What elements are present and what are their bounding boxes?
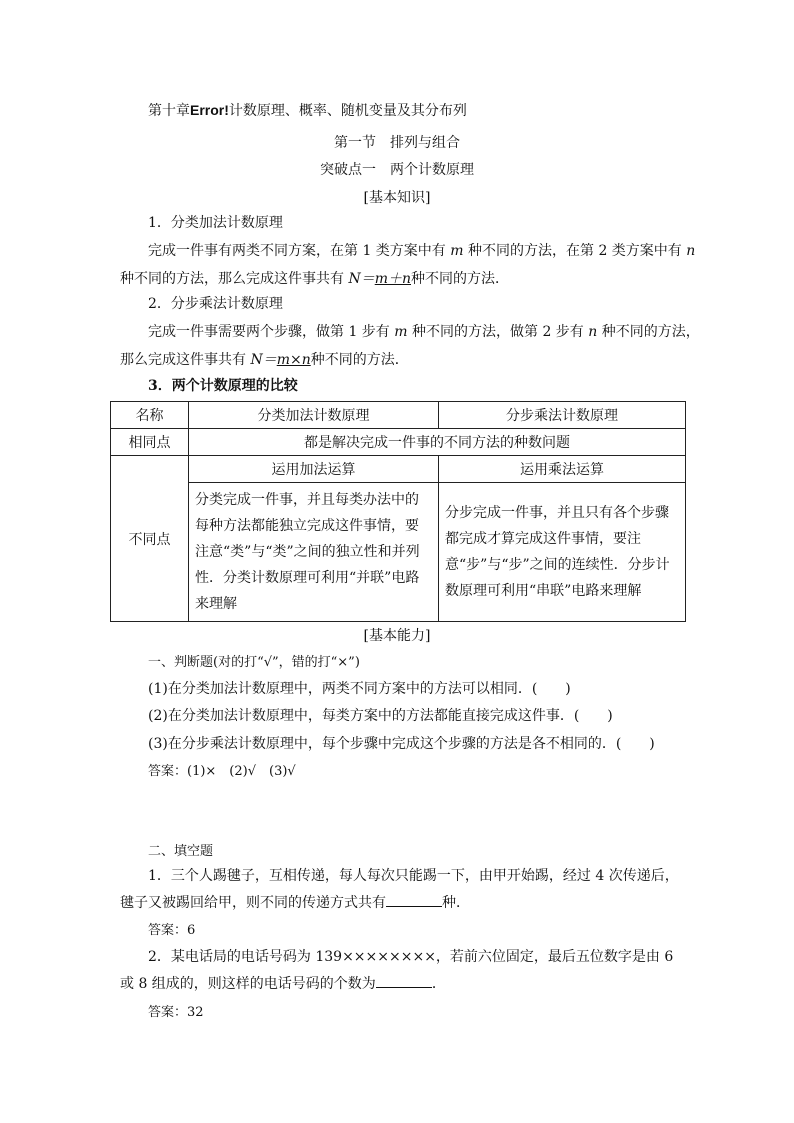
N-equals: N＝ bbox=[250, 352, 277, 368]
col-mul: 分步乘法计数原理 bbox=[439, 402, 686, 429]
var-n: n bbox=[588, 324, 598, 340]
var-m: m bbox=[394, 324, 408, 340]
mul-op: 运用乘法运算 bbox=[439, 456, 686, 483]
row-same-label: 相同点 bbox=[111, 429, 189, 456]
judge-q1: (1)在分类加法计数原理中，两类不同方案中的方法可以相同．( ) bbox=[148, 681, 571, 697]
k2-line1-c: 种不同的方法， bbox=[597, 324, 700, 340]
fill-p1-line2-b: 种． bbox=[442, 895, 470, 911]
table-row-diff-ops bbox=[111, 456, 686, 483]
k1-line2 bbox=[120, 268, 509, 288]
table-header-row bbox=[111, 402, 686, 429]
fill-p1-answer: 答案：6 bbox=[148, 923, 196, 938]
fill-p2-line2 bbox=[120, 973, 446, 993]
fill-p2-line2-a: 或 8 组成的，则这样的电话号码的个数为 bbox=[120, 976, 376, 992]
chapter-prefix: 第十章 bbox=[148, 103, 190, 119]
error-tag: Error! bbox=[190, 102, 229, 118]
k1-line1-b: 种不同的方法，在第 2 类方案中有 bbox=[463, 243, 687, 259]
basic-knowledge-label: [基本知识] bbox=[363, 190, 431, 206]
fill-p1-line2-a: 毽子又被踢回给甲，则不同的传递方式共有 bbox=[120, 895, 386, 911]
add-desc-cell bbox=[189, 483, 439, 622]
k2-heading: 2．分步乘法计数原理 bbox=[148, 296, 283, 312]
k1-heading: 1．分类加法计数原理 bbox=[148, 215, 283, 231]
basic-ability-label: [基本能力] bbox=[363, 628, 431, 644]
fill-p1-line2 bbox=[120, 892, 470, 912]
judge-q3: (3)在分步乘法计数原理中，每个步骤中完成这个步骤的方法是各不相同的．( ) bbox=[148, 736, 655, 752]
section-title: 第一节 排列与组合 bbox=[334, 135, 460, 151]
fill-p1-line1: 1．三个人踢毽子，互相传递，每人每次只能踢一下，由甲开始踢，经过 4 次传递后， bbox=[148, 868, 679, 884]
row-diff-label: 不同点 bbox=[111, 456, 189, 622]
row-same-text: 都是解决完成一件事的不同方法的种数问题 bbox=[189, 429, 686, 456]
k1-line2-a: 种不同的方法，那么完成这件事共有 bbox=[120, 271, 349, 287]
add-op: 运用加法运算 bbox=[189, 456, 439, 483]
k2-line1 bbox=[148, 321, 700, 341]
product-formula: m×n bbox=[276, 352, 311, 368]
fill-p2-line2-b: ． bbox=[431, 976, 446, 992]
k3-heading: 3．两个计数原理的比较 bbox=[148, 378, 298, 394]
k1-line1 bbox=[148, 240, 695, 260]
judge-answer: 答案：(1)× (2)√ (3)√ bbox=[148, 764, 296, 779]
add-desc: 分类完成一件事，并且每类办法中的每种方法都能独立完成这件事情，要注意“类”与“类”之间的独立性和并列性．分类计数原理可利用“并联”电路来理解 bbox=[195, 492, 420, 612]
col-add: 分类加法计数原理 bbox=[189, 402, 439, 429]
var-n: n bbox=[686, 243, 696, 259]
comparison-table bbox=[110, 401, 686, 622]
chapter-heading bbox=[148, 100, 467, 120]
judge-q2: (2)在分类加法计数原理中，每类方案中的方法都能直接完成这件事．( ) bbox=[148, 708, 613, 724]
k2-line2 bbox=[120, 349, 409, 369]
col-name: 名称 bbox=[111, 402, 189, 429]
k1-line2-b: 种不同的方法． bbox=[411, 271, 509, 287]
k2-line1-a: 完成一件事需要两个步骤，做第 1 步有 bbox=[148, 324, 395, 340]
chapter-title: 计数原理、概率、随机变量及其分布列 bbox=[228, 103, 467, 119]
mul-desc-cell bbox=[439, 483, 686, 622]
sum-formula: m＋n bbox=[374, 271, 411, 287]
fill-title: 二、填空题 bbox=[148, 844, 214, 859]
answer-blank bbox=[386, 894, 442, 907]
k2-line1-b: 种不同的方法，做第 2 步有 bbox=[407, 324, 589, 340]
table-row-same bbox=[111, 429, 686, 456]
k2-line2-b: 种不同的方法． bbox=[310, 352, 409, 368]
table-row-diff-desc bbox=[111, 483, 686, 622]
fill-p2-answer: 答案：32 bbox=[148, 1005, 204, 1020]
fill-p2-line1: 2．某电话局的电话号码为 139××××××××，若前六位固定，最后五位数字是由 6 bbox=[148, 949, 674, 965]
mul-desc: 分步完成一件事，并且只有各个步骤都完成才算完成这件事情，要注意“步”与“步”之间的连续性．分步计数原理可利用“串联”电路来理解 bbox=[445, 505, 670, 599]
var-m: m bbox=[450, 243, 464, 259]
k2-line2-a: 那么完成这件事共有 bbox=[120, 352, 251, 368]
judge-title: 一、判断题(对的打“√”，错的打“×”) bbox=[148, 655, 360, 670]
k1-line1-a: 完成一件事有两类不同方案，在第 1 类方案中有 bbox=[148, 243, 451, 259]
point-title: 突破点一 两个计数原理 bbox=[320, 162, 474, 178]
answer-blank bbox=[376, 975, 432, 988]
N-equals: N＝ bbox=[348, 271, 375, 287]
